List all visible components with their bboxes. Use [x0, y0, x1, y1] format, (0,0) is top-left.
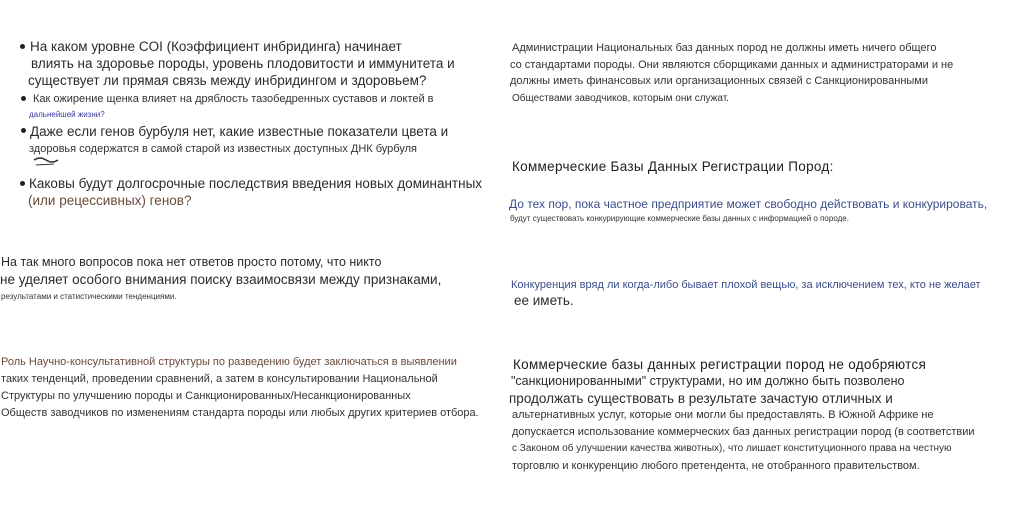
- paragraph-line: допускается использование коммерческих баз данных регистрации пород (в соответствии: [512, 426, 975, 438]
- question-1-line-3: существует ли прямая связь между инбридингом и здоровьем?: [28, 73, 427, 88]
- paragraph-line: Коммерческие базы данных регистрации пород не одобряются: [513, 357, 927, 372]
- question-2-line-2: дальнейшей жизни?: [29, 110, 105, 119]
- question-4-line-1: Каковы будут долгосрочные последствия введения новых доминантных: [29, 176, 483, 191]
- paragraph-line: Обществ заводчиков по изменениям стандарта породы или любых других критериев отбора.: [1, 407, 479, 419]
- question-3-line-1: Даже если генов бурбуля нет, какие известные показатели цвета и: [30, 124, 449, 139]
- paragraph-line: альтернативных услуг, которые они могли бы предоставлять. В Южной Африке не: [512, 409, 934, 421]
- paragraph-line: продолжать существовать в результате зачастую отличных и: [509, 391, 893, 406]
- question-1-line-2: влиять на здоровье породы, уровень плодовитости и иммунитета и: [31, 56, 455, 71]
- paragraph-line: "санкционированными" структурами, но им должно быть позволено: [511, 374, 905, 388]
- paragraph-line: На так много вопросов пока нет ответов просто потому, что никто: [1, 255, 382, 269]
- paragraph-line: со стандартами породы. Они являются сборщиками данных и администраторами и не: [510, 59, 954, 71]
- paragraph-line: Конкуренция вряд ли когда-либо бывает плохой вещью, за исключением тех, кто не желает: [511, 279, 981, 291]
- paragraph-line: Обществами заводчиков, которым они служат.: [512, 93, 729, 104]
- paragraph-line: торговлю и конкуренцию любого претендента, не отобранного правительством.: [512, 460, 920, 472]
- bullet-dot: [20, 44, 25, 49]
- question-2-line-1: Как ожирение щенка влияет на дряблость тазобедренных суставов и локтей в: [33, 93, 434, 105]
- bullet-dot: [21, 96, 26, 101]
- paragraph-line: результатами и статистическими тенденциями.: [1, 292, 177, 301]
- paragraph-line: с Законом об улучшении качества животных), что лишает конституционного права на честную: [512, 443, 952, 454]
- paragraph-line: будут существовать конкурирующие коммерческие базы данных с информацией о породе.: [510, 214, 849, 223]
- question-1-line-1: На каком уровне COI (Коэффициент инбридинга) начинает: [30, 39, 402, 54]
- paragraph-line: таких тенденций, проведении сравнений, а затем в консультировании Национальной: [1, 373, 438, 385]
- bullet-dot: [20, 181, 25, 186]
- paragraph-line: Роль Научно-консультативной структуры по разведению будет заключаться в выявлении: [1, 356, 457, 368]
- paragraph-line: Администрации Национальных баз данных пород не должны иметь ничего общего: [512, 42, 937, 54]
- paragraph-line: ее иметь.: [514, 293, 574, 308]
- paragraph-line: До тех пор, пока частное предприятие может свободно действовать и конкурировать,: [509, 197, 988, 211]
- paragraph-line: Структуры по улучшению породы и Санкционированных/Несанкционированных: [1, 390, 411, 402]
- paragraph-line: должны иметь финансовых или организационных связей с Санкционированными: [510, 75, 929, 87]
- section-heading: Коммерческие Базы Данных Регистрации Пород:: [512, 159, 834, 174]
- paragraph-line: не уделяет особого внимания поиску взаимосвязи между признаками,: [0, 272, 442, 287]
- question-3-line-2: здоровья содержатся в самой старой из известных доступных ДНК бурбуля: [29, 143, 417, 155]
- question-4-line-2: (или рецессивных) генов?: [28, 193, 192, 208]
- scribble-mark: [32, 156, 62, 168]
- bullet-dot: [21, 128, 26, 133]
